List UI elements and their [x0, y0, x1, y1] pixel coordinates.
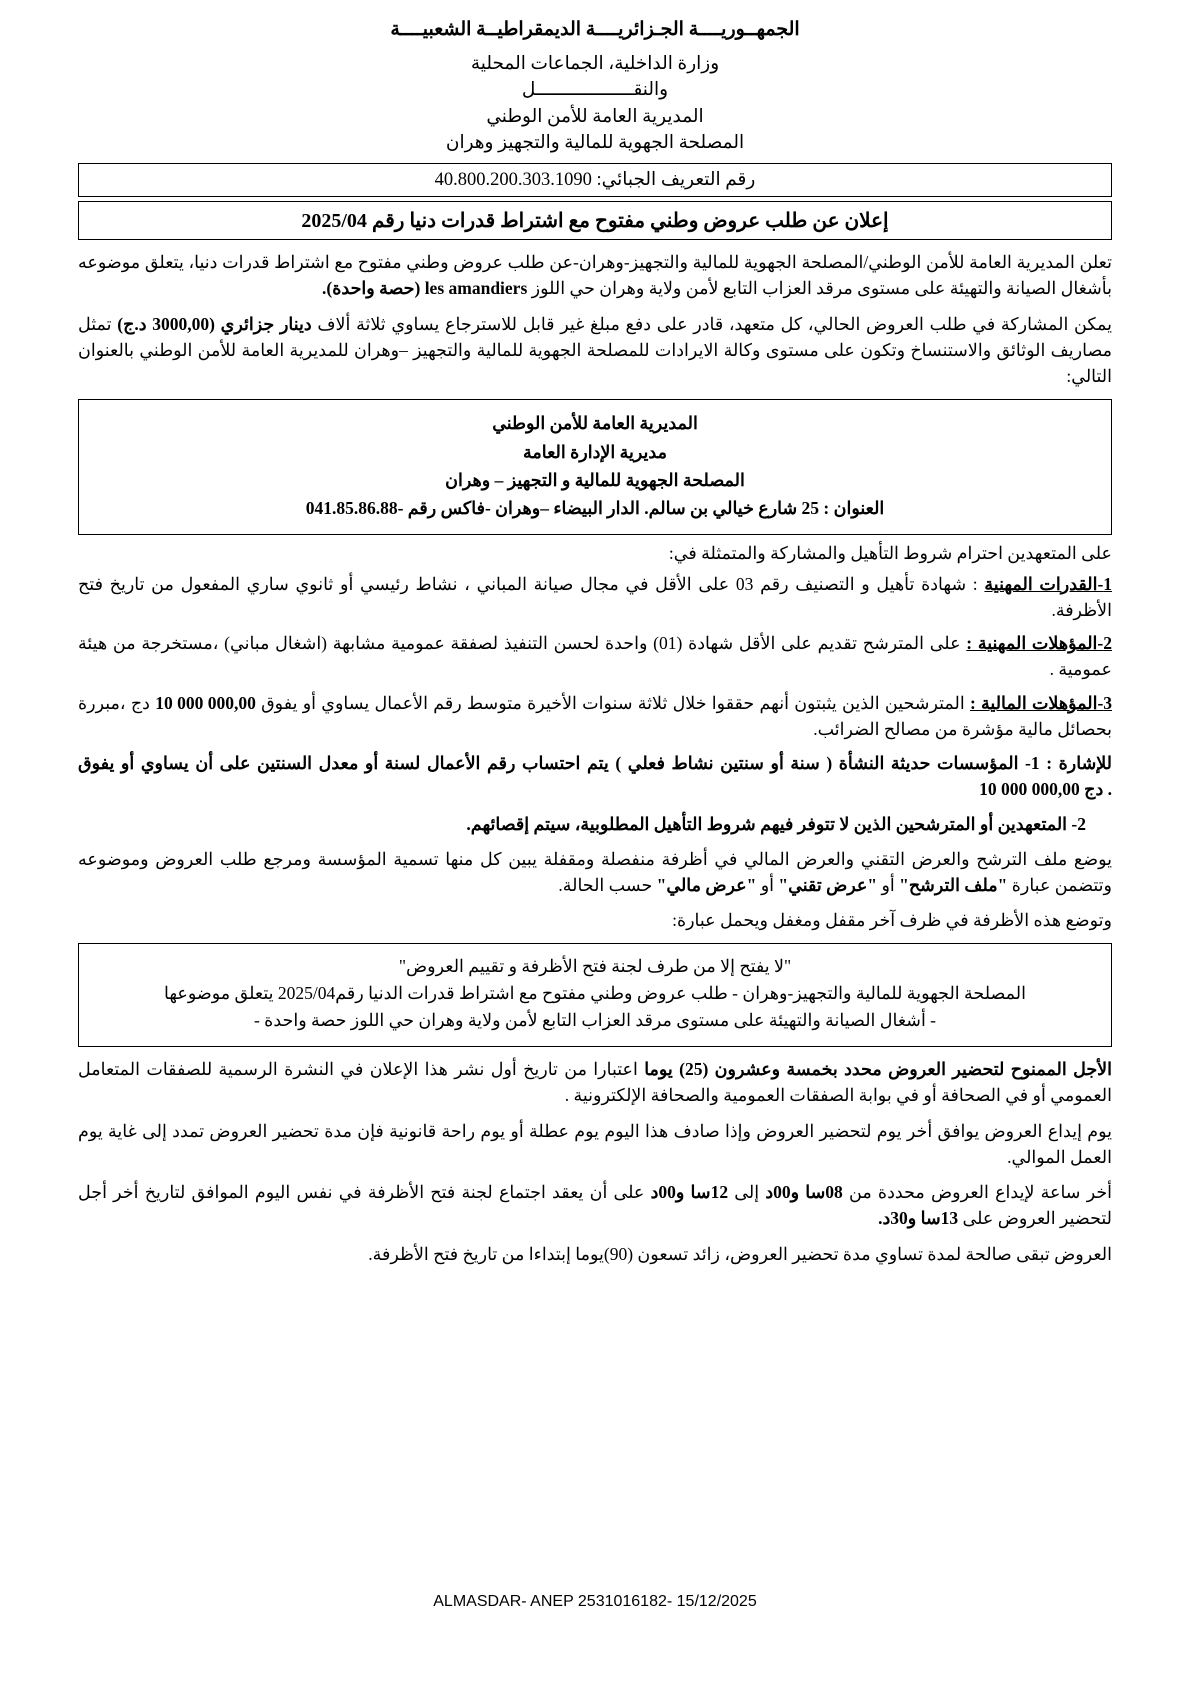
envelopes-or-1: أو [881, 875, 895, 896]
fiscal-id-box [78, 163, 1112, 197]
envelopes-quote-candidacy: "ملف الترشح" [899, 875, 1008, 896]
address-line-1: المديرية العامة للأمن الوطني [492, 413, 698, 434]
sealed-envelope-box [78, 943, 1112, 1047]
note-1-text: للإشارة : 1- المؤسسات حديثة النشأة ( سنة أو سنتين نشاط فعلي ) يتم احتساب رقم الأعمال لسنة أو معدل السنتين على أن يساوي أو يفوق [78, 753, 1113, 774]
submission-start-time: 08سا و00د [765, 1182, 843, 1203]
footer-text: ALMASDAR- ANEP 2531016182- 15/12/2025 [433, 1593, 757, 1610]
submission-end-time: 12سا و00د [650, 1182, 729, 1203]
regional-service-line: المصلحة الجهوية للمالية والتجهيز وهران [445, 132, 745, 153]
envelopes-p1-text-b: حسب الحالة. [558, 875, 653, 896]
intro-paragraph-1 [78, 249, 1112, 302]
note-1-amount: 10 000 000,00 دج . [979, 779, 1112, 800]
condition-item-professional-qualifications [78, 630, 1112, 683]
announcement-title-box: إعلان عن طلب عروض وطني مفتوح مع اشتراط قدرات دنيا رقم 2025/04 [78, 201, 1112, 240]
submission-hours-text-a: أخر ساعة لإيداع العروض محددة من [849, 1182, 1113, 1203]
conditions-list [78, 571, 1112, 743]
condition-item-professional-capacity [78, 571, 1112, 624]
condition-3-amount: 10 000 000,00 [155, 692, 256, 713]
deadline-paragraph-2: يوم إيداع العروض يوافق أخر يوم لتحضير العروض وإذا صادف هذا اليوم يوم عطلة أو يوم راحة قانونية فإن مدة تحضير العروض تمدد إلى غاية يوم العمل الموالي. [78, 1120, 1112, 1167]
sealed-line-3: - أشغال الصيانة والتهيئة على مستوى مرقد العزاب التابع لأمن ولاية وهران حي اللوز حصة واحدة - [253, 1009, 937, 1030]
intro-p1-text-a: تعلن المديرية العامة للأمن الوطني/المصلحة الجهوية للمالية والتجهيز-وهران-عن طلب عروض وطني مفتوح مع اشتراط قدرات دنيا، يتعلق موضوعه بأشغال الصيانة والتهيئة على مستوى مرقد العزاب التابع لأمن ولاية وهران حي اللوز [78, 252, 1112, 299]
opening-session-time: 13سا و30د. [878, 1208, 959, 1229]
envelopes-paragraph-2: وتوضع هذه الأظرفة في ظرف آخر مقفل ومغفل ويحمل عبارة: [672, 910, 1112, 931]
address-line-2: مديرية الإدارة العامة [523, 441, 667, 462]
envelopes-p1-text-a: يوضع ملف الترشح والعرض التقني والعرض المالي في أظرفة منفصلة ومقفلة يبين كل منها تسمية المؤسسة ومرجع طلب العروض وموضوعه وتتضمن عبارة [78, 848, 1112, 896]
condition-1-label: 1-القدرات المهنية [984, 573, 1113, 594]
deadline-paragraph-3 [78, 1179, 1112, 1232]
intro-p1-text-b: (حصة واحدة). [322, 278, 421, 299]
condition-note-1 [78, 750, 1112, 803]
envelopes-quote-financial: "عرض مالي" [656, 875, 757, 896]
deadline-paragraph-1 [78, 1056, 1112, 1109]
intro-paragraph-2 [78, 311, 1112, 390]
intro-p1-latin-name: les amandiers [424, 278, 528, 299]
conditions-intro: على المتعهدين احترام شروط التأهيل والمشاركة والمتمثلة في: [668, 542, 1112, 563]
envelopes-paragraph-1 [78, 846, 1112, 899]
condition-item-financial-qualifications [78, 690, 1112, 743]
condition-3-label: 3-المؤهلات المالية : [969, 692, 1113, 713]
address-line-4: العنوان : 25 شارع خيالي بن سالم. الدار البيضاء –وهران -فاكس رقم -041.85.86.88 [305, 498, 885, 519]
footer-reference [0, 1593, 1190, 1611]
envelopes-or-2: أو [760, 875, 775, 896]
deadline-paragraph-4: العروض تبقى صالحة لمدة تساوي مدة تحضير العروض، زائد تسعون (90)يوما إبتداءا من تاريخ فتح الأظرفة. [368, 1243, 1112, 1264]
intro-p2-text-a: يمكن المشاركة في طلب العروض الحالي، كل متعهد، قادر على دفع مبلغ غير قابل للاسترجاع يساوي ثلاثة ألاف [317, 313, 1113, 334]
envelopes-quote-technical: "عرض تقني" [778, 875, 878, 896]
intro-p2-amount: دينار جزائري (3000,00 د.ج) [117, 313, 312, 334]
condition-note-2: 2- المتعهدين أو المترشحين الذين لا تتوفر فيهم شروط التأهيل المطلوبية، سيتم إقصائهم. [466, 813, 1086, 834]
condition-3-text-a: المترشحين الذين يثبتون أنهم حققوا خلال ثلاثة سنوات الأخيرة متوسط رقم الأعمال يساوي أو يفوق [261, 692, 965, 713]
ministry-block [78, 51, 1112, 156]
condition-3-text-b: دج ،مبررة بحصائل مالية مؤشرة من مصالح الضرائب. [78, 692, 1112, 739]
condition-2-text: على المترشح تقديم على الأقل شهادة (01) واحدة لحسن التنفيذ لصفقة عمومية مشابهة (اشغال مباني) ،مستخرجة من هيئة عمومية . [78, 633, 1112, 680]
condition-2-label: 2-المؤهلات المهنية : [966, 633, 1113, 654]
submission-hours-text-b: إلى [734, 1182, 760, 1203]
address-box [78, 399, 1112, 534]
deadline-duration: الأجل الممنوح لتحضير العروض محدد بخمسة وعشرون (25) يوما [644, 1059, 1113, 1080]
sealed-line-2: المصلحة الجهوية للمالية والتجهيز-وهران - طلب عروض وطني مفتوح مع اشتراط قدرات الدنيا رقم2025/04 يتعلق موضوعها [163, 982, 1026, 1003]
ministry-line-1: وزارة الداخلية، الجماعات المحلية [470, 54, 720, 74]
republic-heading: الجمهــوريــــة الجـزائريــــة الديمقراطيــة الشعبيــــة [390, 19, 800, 40]
fiscal-id-number: 40.800.200.303.1090 [434, 170, 592, 191]
fiscal-id-label: رقم التعريف الجبائي: [596, 170, 756, 191]
intro-p2-text-b: تمثل مصاريف الوثائق والاستنساخ وتكون على مستوى وكالة الايرادات للمصلحة الجهوية للمالية والتجهيز –وهران للمديرية العامة للأمن الوطني بالعنوان التالي: [78, 313, 1112, 387]
sealed-line-1: "لا يفتح إلا من طرف لجنة فتح الأظرفة و تقييم العروض" [398, 955, 792, 976]
deadline-p1-rest: اعتبارا من تاريخ أول نشر هذا الإعلان في النشرة الرسمية للصفقات المتعامل العمومي أو في الصحافة أو في بوابة الصفقات العمومية والصحافة الإلكترونية . [78, 1059, 1112, 1106]
ministry-line-2: والنقــــــــــــــــــل [521, 80, 669, 101]
submission-hours-text-c: على أن يعقد اجتماع لجنة فتح الأظرفة في نفس اليوم الموافق لتاريخ أخر أجل لتحضير العروض على [78, 1182, 1112, 1229]
directorate-line: المديرية العامة للأمن الوطني [486, 106, 704, 127]
condition-1-text: : شهادة تأهيل و التصنيف رقم 03 على الأقل في مجال صيانة المباني ، نشاط رئيسي أو ثانوي ساري المفعول من تاريخ فتح الأظرفة. [78, 573, 1112, 620]
address-line-3: المصلحة الجهوية للمالية و التجهيز – وهران [445, 470, 745, 490]
